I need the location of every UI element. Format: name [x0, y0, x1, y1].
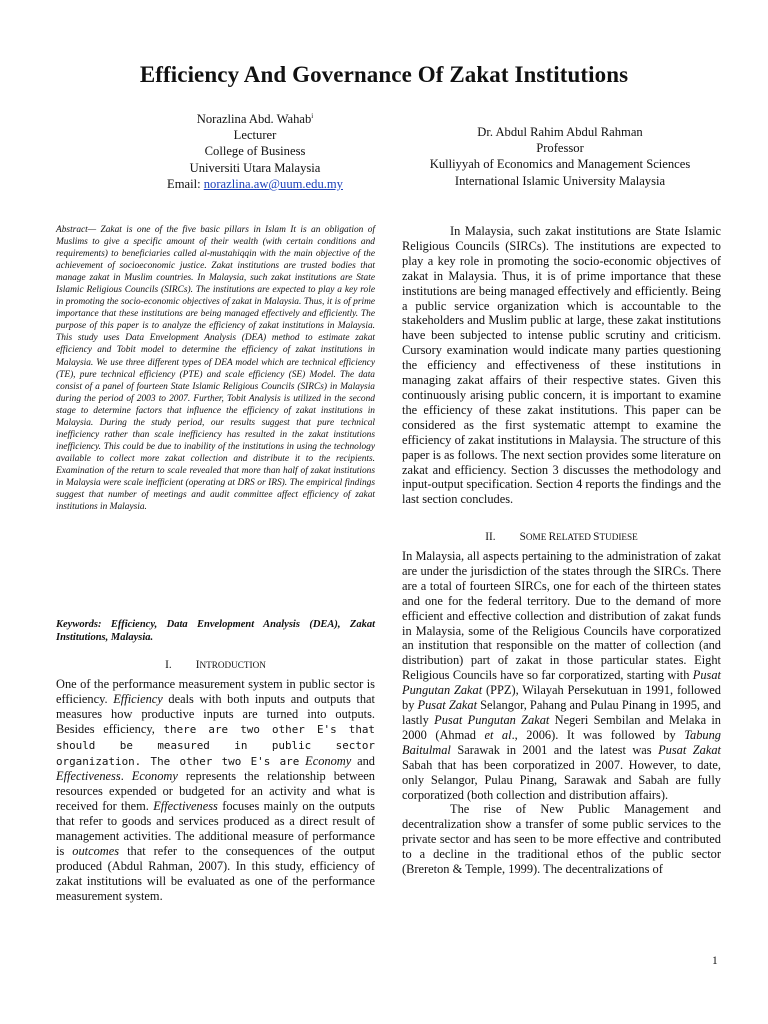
author-affiliation: Universiti Utara Malaysia: [189, 160, 321, 175]
author-block-2: [390, 124, 730, 189]
author-role: Professor: [536, 141, 584, 156]
author-name: Norazlina Abd. Wahab$^i$: [196, 111, 314, 126]
abstract-text: Zakat is one of the five basic pillars in Islam It is an obligation of Muslims to give a specific amount of their wealth (with certain conditions and requirements) to beneficiaries called al-mustahiqqin with the main objective of the achievement of socioeconomic justice. Zakat institutions are trusted bodies that manage zakat in Muslim countries. In Malaysia, such zakat institutions are State Islamic Religious Councils (SIRCs). The institutions are expected to play a key role in promoting the socio-economic objectives of zakat in Malaysia. Thus, it is of prime importance that these institutions are being managed effectively and efficiently. The purpose of this paper is to analyze the efficiency of zakat institutions in Malaysia. This study uses Data Envelopment Analysis (DEA) method to estimate zakat efficiency and Tobit model to determine the efficiency of zakat institutions in Malaysia. We use three different types of DEA model which are technical efficiency (TE), pure technical efficiency (PTE) and scale efficiency (SE) Model. The data consist of a panel of fourteen State Islamic Religious Councils (SIRCs) in Malaysia during the period of 2003 to 2007. Further, Tobit Analysis is utilized in the second stage to determine factors that influence the efficiency of zakat institutions in Malaysia. During the study period, our results suggest that pure technical inefficiency rather than scale inefficiency has resulted in the zakat institutions inefficiency. This could be due to inability of the institutions in using the technology available to collect more zakat collection and distribute it to the recipients. Examination of the return to scale revealed that more than half of zakat institutions in Malaysia were scale inefficient (operating at DRS or IRS). The empirical findings suggest that number of meetings and audit committee affect efficiency of zakat institutions in Malaysia.: [56, 225, 375, 513]
section-heading-related-studies: II. SOME RELATED STUDIESE: [485, 531, 638, 543]
abstract: [56, 224, 375, 513]
author-name: Dr. Abdul Rahim Abdul Rahman: [477, 125, 643, 139]
author-footnote-marker: i: [311, 111, 314, 120]
section-heading-introduction: I. INTRODUCTION: [165, 659, 266, 671]
author-email: Email: norazlina.aw@uum.edu.my: [167, 176, 343, 191]
abstract-dash: —: [87, 225, 97, 235]
author-block-1: [90, 111, 420, 192]
abstract-label: Abstract: [56, 225, 88, 235]
introduction-continued: [402, 224, 721, 507]
paragraph: In Malaysia, such zakat institutions are State Islamic Religious Councils (SIRCs). The institutions are expected to play a key role in promoting the socio-economic objectives of zakat in Malaysia. Thus, it is of prime importance that these institutions are being managed effectively and efficiently. Being a public service organization which is accountable to the stakeholders and Muslim public at large, these zakat institutions have been subjected to intense public scrutiny and criticism. Cursory examination would indicate many parties questioning the efficiency and effectiveness of these institutions in managing zakat affairs of their respective states. Given this continuously arising public concern, it is important to examine the efficiency of these zakat institutions. This paper can be considered as the first systematic attempt to examine the efficiency of zakat institutions in Malaysia. The structure of this paper is as follows. The next section provides some literature on zakat and efficiency. Section 3 discusses the methodology and input-output specification. Section 4 reports the findings and the last section concludes.: [402, 224, 721, 507]
paragraph: The rise of New Public Management and decentralization show a transfer of some public services to the private sector and has seen to be more effective and contributed to a decline in the traditional ethos of the public sector (Brereton & Temple, 1999). The decentralizations of: [402, 802, 721, 877]
keywords: Keywords: Efficiency, Data Envelopment Analysis (DEA), Zakat Institutions, Malaysia.: [56, 619, 375, 644]
author-affiliation: Kulliyyah of Economics and Management Sciences: [429, 157, 691, 172]
introduction-body: [56, 677, 375, 904]
paragraph: One of the performance measurement system in public sector is efficiency. Efficiency deals with both inputs and outputs that measures how productive inputs are turned into outputs. Besides efficiency, there are two other E's that should be measured in public sector organization. The other two E's are Economy and Effectiveness. Economy represents the relationship between resources expended or budgeted for an activity and what is received for them. Effectiveness focuses mainly on the outputs that refer to goods and services produced as a direct result of management activities. The additional measure of performance is outcomes that refer to the consequences of the output produced (Abdul Rahman, 2007). In this study, efficiency of zakat institutions will be evaluated as one of the performance measurement system.: [56, 677, 376, 903]
author-affiliation: College of Business: [204, 144, 306, 159]
related-studies-body: [402, 549, 721, 877]
author-role: Lecturer: [233, 128, 277, 143]
paragraph: In Malaysia, all aspects pertaining to the administration of zakat are under the jurisdiction of the states through the SIRCs. There are a total of fourteen SIRCs, one for each of the thirteen states and one for the federal territory. Due to the demand of more efficient and effective collection and distribution of zakat funds in Malaysia, some of the Religious Councils have corporatized an institution that responsible on the matter of collection (and distribution) part of zakat in those particular states. Eight Religious Councils have so far corporatized, starting with Pusat Pungutan Zakat (PPZ), Wilayah Persekutuan in 1991, followed by Pusat Zakat Selangor, Pahang and Pulau Pinang in 1995, and lastly Pusat Pungutan Zakat Negeri Sembilan and Melaka in 2000 (Ahmad et al., 2006). It was followed by Tabung Baitulmal Sarawak in 2001 and the latest was Pusat Zakat Sabah that has been corporatized in 2007. However, to date, only Selangor, Pulau Pinang, Sarawak and Sabah are fully corporatized (both collection and distribution affairs).: [402, 549, 722, 802]
email-link[interactable]: norazlina.aw@uum.edu.my: [203, 176, 343, 191]
paper-title: Efficiency And Governance Of Zakat Institutions: [139, 62, 629, 87]
author-affiliation: International Islamic University Malaysia: [454, 173, 666, 188]
page-number: 1: [712, 955, 718, 967]
